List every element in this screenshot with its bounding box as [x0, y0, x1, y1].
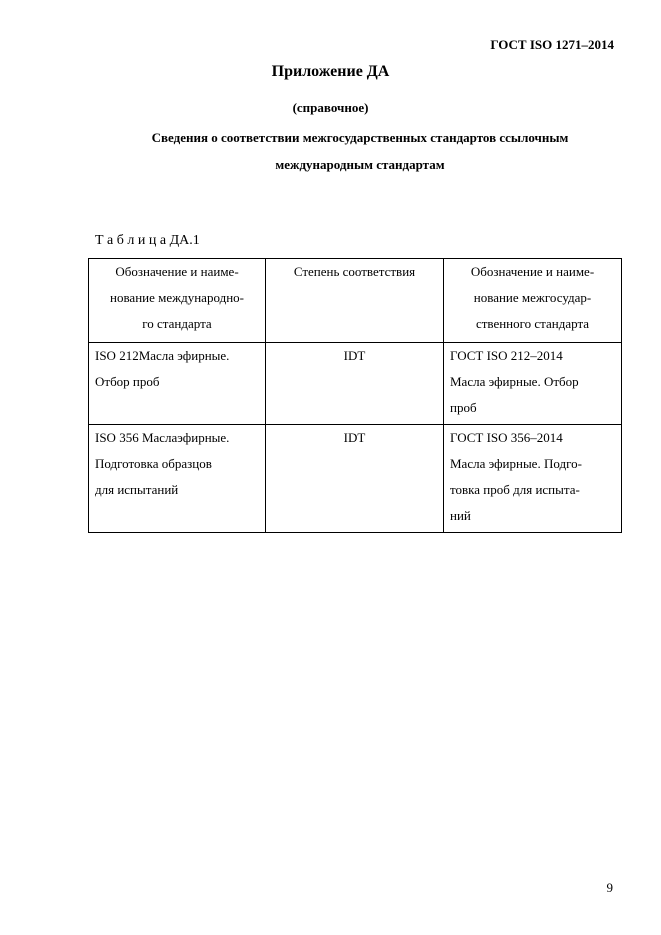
cell-degree: IDT: [266, 343, 444, 425]
correspondence-table: [88, 258, 622, 533]
cell-degree: IDT: [266, 425, 444, 533]
cell-international-standard: ISO 356 Маслаэфирные. Подготовка образцов для испытаний: [89, 425, 266, 533]
table-row: [89, 425, 622, 533]
cell-international-standard: ISO 212Масла эфирные. Отбор проб: [89, 343, 266, 425]
table-row: [89, 343, 622, 425]
annex-kind: (справочное): [292, 100, 369, 115]
header-degree-of-conformity: Степень соответствия: [266, 259, 444, 343]
cell-interstate-standard: ГОСТ ISO 212–2014 Масла эфирные. Отбор проб: [444, 343, 622, 425]
annex-title: Приложение ДА: [271, 63, 390, 80]
table-header-row: [89, 259, 622, 343]
cell-interstate-standard: ГОСТ ISO 356–2014 Масла эфирные. Подго- товка проб для испыта- ний: [444, 425, 622, 533]
doc-code: ГОСТ ISO 1271–2014: [490, 37, 614, 52]
header-interstate-standard: Обозначение и наиме- нование межгосудар- ственного стандарта: [444, 259, 622, 343]
annex-description: Сведения о соответствии межгосударственных стандартов ссылочным международным стандартам: [151, 130, 569, 172]
table-caption: Т а б л и ц а ДА.1: [95, 233, 200, 248]
page-number: 9: [606, 880, 613, 895]
header-international-standard: Обозначение и наиме- нование международно- го стандарта: [89, 259, 266, 343]
